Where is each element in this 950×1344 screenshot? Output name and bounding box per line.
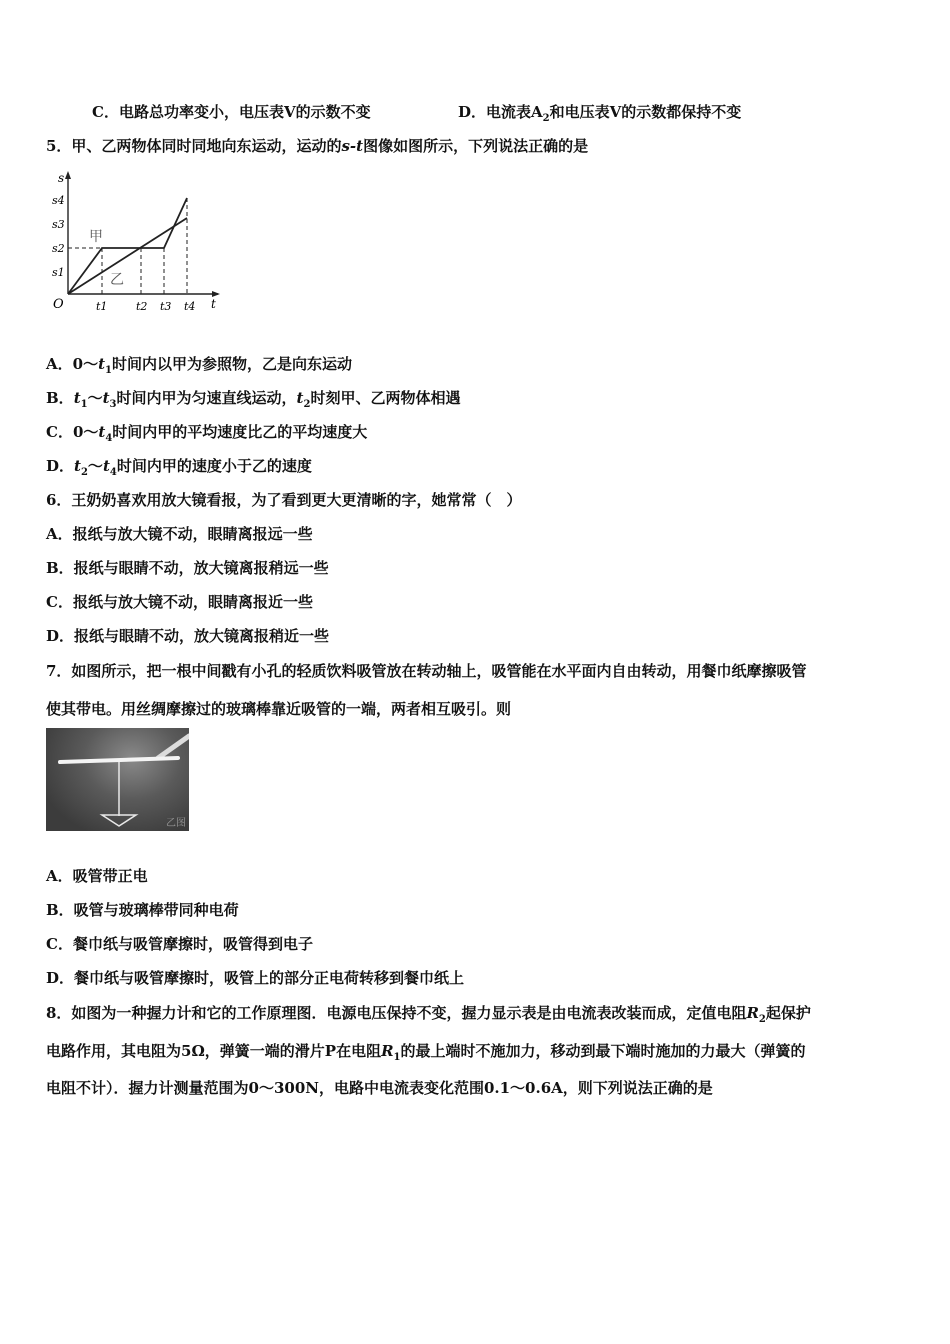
q5-option-d: D．$t_2\sim t_4$时间内甲的速度小于乙的速度 bbox=[46, 457, 312, 478]
q7-stem-line2: 使其带电。用丝绸摩擦过的玻璃棒靠近吸管的一端，两者相互吸引。则 bbox=[46, 700, 512, 718]
dashed-guides bbox=[68, 198, 187, 294]
y-tick-s1: s1 bbox=[52, 266, 65, 279]
q6-stem: 6．王奶奶喜欢用放大镜看报，为了看到更大更清晰的字，她常常（ ） bbox=[46, 491, 522, 509]
label-jia: 甲 bbox=[89, 229, 103, 245]
q6-option-a: A．报纸与放大镜不动，眼睛离报远一些 bbox=[46, 525, 313, 543]
x-axis-label: t bbox=[211, 297, 216, 311]
q5-option-b: B．$t_1\sim t_3$时间内甲为匀速直线运动，$t_2$时刻甲、乙两物体相遇 bbox=[46, 389, 461, 410]
x-tick-t2: t2 bbox=[136, 300, 148, 313]
q7-option-b: B．吸管与玻璃棒带同种电荷 bbox=[46, 901, 239, 919]
q6-option-b: B．报纸与眼睛不动，放大镜离报稍远一些 bbox=[46, 559, 329, 577]
x-tick-t3: t3 bbox=[160, 300, 172, 313]
label-yi: 乙 bbox=[110, 272, 124, 288]
q7-straw-photo bbox=[46, 728, 189, 831]
straw-apparatus-image bbox=[46, 728, 189, 831]
q5-stem: 5．甲、乙两物体同时同地向东运动，运动的s-t图像如图所示，下列说法正确的是 bbox=[46, 137, 589, 155]
q7-option-d: D．餐巾纸与吸管摩擦时，吸管上的部分正电荷转移到餐巾纸上 bbox=[46, 969, 465, 987]
y-axis-label: s bbox=[58, 171, 65, 185]
q6-option-d: D．报纸与眼睛不动，放大镜离报稍近一些 bbox=[46, 627, 330, 645]
q4-option-d: D．电流表$A_2$和电压表V的示数都保持不变 bbox=[458, 103, 742, 124]
q6-option-c: C．报纸与放大镜不动，眼睛离报近一些 bbox=[46, 593, 313, 611]
y-tick-s3: s3 bbox=[52, 218, 65, 231]
y-tick-s2: s2 bbox=[52, 242, 65, 255]
y-axis-arrow bbox=[65, 171, 71, 179]
q5-option-c: C．$0\sim t_4$时间内甲的平均速度比乙的平均速度大 bbox=[46, 423, 368, 444]
q7-option-c: C．餐巾纸与吸管摩擦时，吸管得到电子 bbox=[46, 935, 313, 953]
q8-stem-line3: 电阻不计）．握力计测量范围为0～300N，电路中电流表变化范围0.1～0.6A，则下列说法正确的是 bbox=[46, 1079, 713, 1097]
q7-option-a: A．吸管带正电 bbox=[46, 867, 148, 885]
q5-st-graph bbox=[46, 168, 231, 318]
q5-option-a: A．$0\sim t_1$时间内以甲为参照物，乙是向东运动 bbox=[46, 355, 352, 376]
x-tick-t1: t1 bbox=[96, 300, 108, 313]
x-tick-t4: t4 bbox=[184, 300, 196, 313]
photo-caption: 乙图 bbox=[166, 818, 186, 829]
line-jia bbox=[68, 198, 187, 294]
q8-stem-line1: 8．如图为一种握力计和它的工作原理图．电源电压保持不变，握力显示表是由电流表改装而成，定值电阻$R_2$起保护 bbox=[46, 1004, 811, 1025]
q7-stem-line1: 7．如图所示，把一根中间戳有小孔的轻质饮料吸管放在转动轴上，吸管能在水平面内自由转动，用餐巾纸摩擦吸管 bbox=[46, 662, 807, 680]
y-tick-s4: s4 bbox=[52, 194, 65, 207]
origin-label: O bbox=[53, 297, 64, 312]
q4-option-c: C．电路总功率变小，电压表V的示数不变 bbox=[92, 103, 371, 121]
q8-stem-line2: 电路作用，其电阻为5Ω，弹簧一端的滑片P在电阻$R_1$的最上端时不施加力，移动到最下端时施加的力最大（弹簧的 bbox=[46, 1042, 806, 1063]
line-yi bbox=[68, 218, 187, 294]
